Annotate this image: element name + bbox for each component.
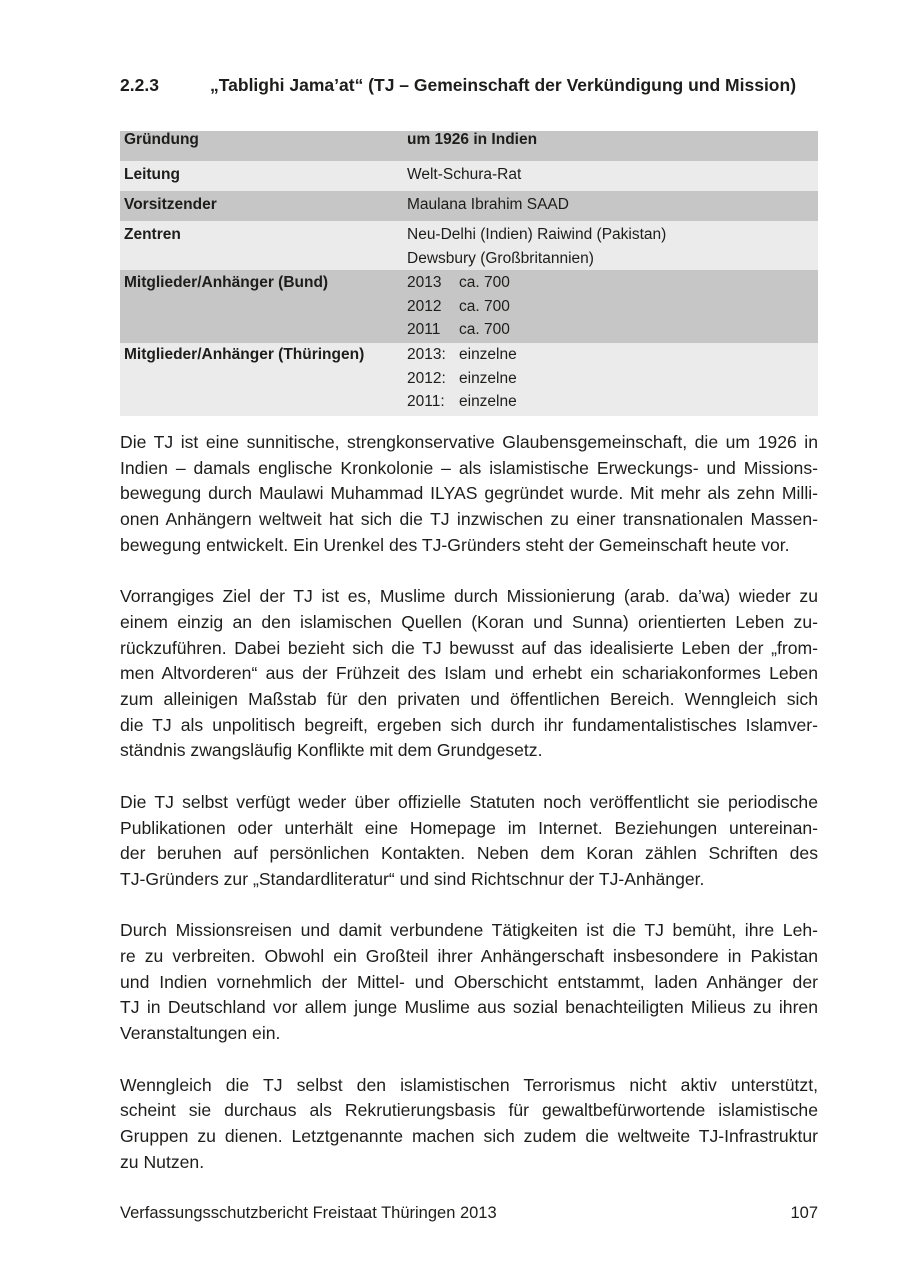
text-line: die TJ als unpolitisch begreift, ergeben sich durch ihr fundamentalistisches Islamver- [120,714,818,735]
member-count-entry [407,271,818,295]
text-line: TJ-Gründers zur „Standardliteratur“ und sind Richtschnur der TJ-Anhänger. [120,868,705,889]
member-count-entry [407,390,818,414]
fact-row-mitglieder-bund [120,270,818,343]
text-line: Indien – damals englische Kronkolonie – als islamistische Erweckungs- und Missions- [120,457,818,478]
fact-label: Vorsitzender [124,196,217,213]
entry-value: ca. 700 [459,274,510,291]
section-heading [120,73,818,97]
fact-value: Maulana Ibrahim SAAD [407,196,569,213]
fact-row-gruendung [120,131,818,161]
text-line: und Indien vornehmlich der Mittel- und Oberschicht entstammt, laden Anhänger der [120,971,818,992]
fact-label: Mitglieder/Anhänger (Thüringen) [124,346,365,363]
fact-value: Welt-Schura-Rat [407,165,522,183]
text-line: Die TJ ist eine sunnitische, strengkonservative Glaubensgemeinschaft, die um 1926 in [120,432,818,452]
fact-label: Gründung [124,131,199,148]
text-line: rückzuführen. Dabei bezieht sich die TJ bewusst auf das idealisierte Leben der „from- [120,637,818,658]
entry-year: 2012: [407,369,446,387]
member-count-entry [407,295,818,319]
fact-value-line: Dewsbury (Großbritannien) [407,249,594,267]
publication-title: Verfassungsschutzbericht Freistaat Thüringen 2013 [120,1204,497,1222]
entry-value: einzelne [459,346,517,363]
text-line: bewegung durch Maulawi Muhammad ILYAS gegründet wurde. Mit mehr als zehn Milli- [120,483,818,504]
entry-value: ca. 700 [459,321,510,338]
text-line: der beruhen auf persönlichen Kontakten. Neben dem Koran zählen Schriften des [120,843,818,864]
fact-table [120,131,818,416]
text-line: ständnis zwangsläufig Konflikte mit dem Grundgesetz. [120,740,543,761]
fact-value: um 1926 in Indien [407,131,538,148]
fact-label: Zentren [124,226,181,243]
text-line: TJ in Deutschland vor allem junge Muslime aus sozial benachteiligten Milieus zu ihren [120,997,818,1018]
entry-year: 2011 [407,321,441,338]
fact-row-mitglieder-thueringen [120,343,818,416]
paragraph-5 [120,1073,818,1176]
entry-value: ca. 700 [459,297,510,315]
fact-label: Leitung [124,165,180,183]
text-line: Veranstaltungen ein. [120,1023,281,1044]
entry-year: 2013: [407,346,446,363]
paragraph-4 [120,918,818,1047]
fact-value [407,343,818,416]
entry-year: 2012 [407,297,442,315]
text-line: scheint sie durchaus als Rekrutierungsbasis für gewaltbefürwortende islamistische [120,1100,818,1121]
fact-value [407,221,818,270]
text-line: Die TJ selbst verfügt weder über offizielle Statuten noch veröffentlicht sie periodische [120,791,818,812]
fact-row-zentren [120,221,818,270]
text-line: zu Nutzen. [120,1151,205,1172]
entry-year: 2011: [407,393,445,410]
paragraph-2 [120,584,818,764]
text-line: Durch Missionsreisen und damit verbundene Tätigkeiten ist die TJ bemüht, ihre Leh- [120,920,818,941]
member-count-entry [407,367,818,391]
member-count-entry [407,343,818,367]
body-text [120,430,818,1201]
section-number: 2.2.3 [120,75,159,95]
text-line: onen Anhängern weltweit hat sich die TJ inzwischen zu einer transnationalen Massen- [120,509,818,530]
fact-value-line: Neu-Delhi (Indien) Raiwind (Pakistan) [407,226,667,243]
page-footer [120,1201,818,1225]
text-line: zum alleinigen Maßstab für den privaten und öffentlichen Bereich. Wenngleich sich [120,689,818,710]
text-line: men Altvorderen“ aus der Frühzeit des Islam und erhebt ein schariakonformes Leben [120,663,818,684]
entry-value: einzelne [459,393,517,410]
fact-row-leitung [120,161,818,191]
text-line: einem einzig an den islamischen Quellen (Koran und Sunna) orientierten Leben zu- [120,611,818,632]
text-line: Publikationen oder unterhält eine Homepage im Internet. Beziehungen untereinan- [120,817,818,838]
page-number: 107 [790,1204,818,1222]
paragraph-3 [120,790,818,893]
text-line: re zu verbreiten. Obwohl ein Großteil ihrer Anhängerschaft insbesondere in Pakistan [120,946,818,967]
paragraph-1 [120,430,818,559]
text-line: Vorrangiges Ziel der TJ ist es, Muslime durch Missionierung (arab. da’wa) wieder zu [120,586,818,607]
section-title: „Tablighi Jama’at“ (TJ – Gemeinschaft der Verkündigung und Mission) [210,75,797,95]
fact-row-vorsitzender [120,191,818,221]
text-line: Wenngleich die TJ selbst den islamistischen Terrorismus nicht aktiv unterstützt, [120,1074,818,1095]
text-line: bewegung entwickelt. Ein Urenkel des TJ-Gründers steht der Gemeinschaft heute vor. [120,534,790,555]
fact-value [407,270,818,343]
entry-year: 2013 [407,274,442,291]
member-count-entry [407,318,818,342]
text-line: Gruppen zu dienen. Letztgenannte machen sich zudem die weltweite TJ-Infrastruktur [120,1125,818,1146]
fact-label: Mitglieder/Anhänger (Bund) [124,274,329,291]
entry-value: einzelne [459,369,517,387]
